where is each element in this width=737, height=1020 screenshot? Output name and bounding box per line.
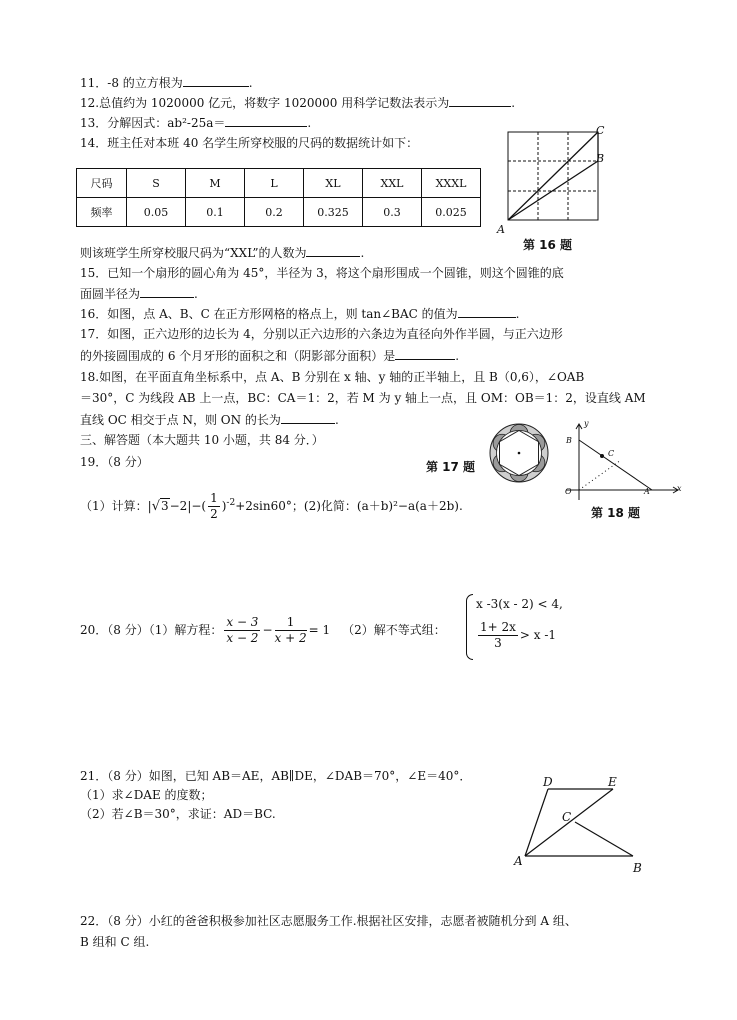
- label-c: C: [562, 810, 572, 824]
- question-21: 21．（8 分）如图，已知 AB＝AE，AB∥DE，∠DAB＝70°，∠E＝40°．: [80, 769, 472, 783]
- label-y: y: [584, 419, 589, 428]
- question-18-line2: ＝30°，C 为线段 AB 上一点，BC：CA＝1：2，若 M 为 y 轴上一点，且 OM：OB＝1：2，设直线 AM: [80, 391, 646, 405]
- table-cell: 0.05: [127, 198, 186, 227]
- table-cell: 尺码: [77, 169, 127, 198]
- answer-blank: [458, 305, 516, 318]
- figure-21-triangles: [510, 772, 650, 876]
- question-21-part2: （2）若∠B＝30°，求证：AD＝BC.: [80, 807, 276, 821]
- question-17: 17．如图，正六边形的边长为 4，分别以正六边形的六条边为直径向外作半圆，与正六边形: [80, 327, 563, 341]
- table-cell: XXL: [363, 169, 422, 198]
- section-heading: 三、解答题（本大题共 10 小题，共 84 分．）: [80, 433, 324, 447]
- table-row: [77, 198, 481, 227]
- table-header-row: [77, 169, 481, 198]
- question-21-part1: （1）求∠DAE 的度数；: [80, 788, 213, 802]
- question-15-line2: 面圆半径为 .: [80, 287, 198, 301]
- table-cell: XL: [304, 169, 363, 198]
- size-frequency-table: [76, 168, 481, 227]
- label-c: C: [608, 449, 615, 458]
- table-cell: 0.025: [422, 198, 481, 227]
- sqrt-sign: √: [151, 499, 160, 514]
- question-12: 12.总值约为 1020000 亿元，将数字 1020000 用科学记数法表示为 .: [80, 96, 516, 110]
- fraction: $\frac{1+ 2x}{3}$: [480, 620, 516, 650]
- question-22: 22．（8 分）小红的爸爸积极参加社区志愿服务工作.根据社区安排，志愿者被随机分到 A 组、: [80, 914, 577, 928]
- label-x: x: [677, 484, 682, 493]
- answer-blank: [183, 74, 249, 87]
- label-a: A: [497, 223, 505, 236]
- table-cell: 频率: [77, 198, 127, 227]
- figure-17-hexagon: [484, 420, 554, 486]
- answer-blank: [395, 347, 455, 360]
- inequality-1: x -3(x - 2) < 4,: [476, 597, 563, 611]
- label-e: E: [608, 775, 617, 789]
- question-13: 13．分解因式：ab²-25a＝ .: [80, 116, 312, 130]
- label-o: O: [565, 487, 572, 496]
- question-20: 20．（8 分）（1）解方程： $\frac{x - 3}{x - 2}$ − $\frac{1}{x + 2}$ = 1 （2）解不等式组：: [80, 615, 446, 645]
- question-22-line2: B 组和 C 组.: [80, 935, 150, 949]
- label-b: B: [633, 861, 642, 875]
- answer-blank: [449, 94, 511, 107]
- table-cell: S: [127, 169, 186, 198]
- question-18: 18.如图，在平面直角坐标系中，点 A、B 分别在 x 轴、y 轴的正半轴上，且 B（0,6），∠OAB: [80, 370, 585, 384]
- question-19-part1: （1）计算：|√3−2|−( $\frac{1}{2}$ )$^{-2}$+2sin60°；(2)化简：(a＋b)²−a(a＋2b).: [80, 491, 463, 521]
- question-14: 14．班主任对本班 40 名学生所穿校服的尺码的数据统计如下：: [80, 136, 419, 150]
- answer-blank: [140, 285, 194, 298]
- table-cell: L: [245, 169, 304, 198]
- question-14-continued: 则该班学生所穿校服尺码为“XXL”的人数为 .: [80, 246, 365, 260]
- question-15: 15．已知一个扇形的圆心角为 45°，半径为 3，将这个扇形围成一个圆锥，则这个圆锥的底: [80, 266, 564, 280]
- question-18-line3: 直线 OC 相交于点 N，则 ON 的长为 .: [80, 413, 339, 427]
- figure-16-grid: [498, 124, 618, 236]
- label-c: C: [596, 124, 605, 137]
- figure-18-caption: 第 18 题: [591, 506, 641, 520]
- answer-blank: [281, 411, 335, 424]
- label-b: B: [566, 436, 572, 445]
- question-19: 19．（8 分）: [80, 455, 149, 469]
- fraction: $\frac{1}{x + 2}$: [274, 615, 307, 645]
- table-cell: M: [186, 169, 245, 198]
- table-cell: 0.3: [363, 198, 422, 227]
- question-11: 11．-8 的立方根为 .: [80, 76, 253, 90]
- label-b: B: [596, 152, 605, 165]
- question-17-line2: 的外接圆围成的 6 个月牙形的面积之和（阴影部分面积）是 .: [80, 349, 460, 363]
- label-a: A: [514, 854, 523, 868]
- inequality-2: $\frac{1+ 2x}{3}$ > x -1: [480, 620, 557, 650]
- fraction: $\frac{1}{2}$: [210, 491, 218, 521]
- inequality-brace: [466, 594, 473, 660]
- table-cell: 0.2: [245, 198, 304, 227]
- label-a: A: [644, 487, 650, 496]
- figure-16-caption: 第 16 题: [523, 238, 573, 252]
- table-cell: 0.1: [186, 198, 245, 227]
- answer-blank: [225, 114, 307, 127]
- figure-18-coordinate-plane: [560, 418, 684, 504]
- figure-17-caption: 第 17 题: [426, 460, 476, 474]
- answer-blank: [306, 244, 360, 257]
- table-cell: 0.325: [304, 198, 363, 227]
- table-cell: XXXL: [422, 169, 481, 198]
- fraction: $\frac{x - 3}{x - 2}$: [226, 615, 259, 645]
- question-16: 16．如图，点 A、B、C 在正方形网格的格点上，则 tan∠BAC 的值为 .: [80, 307, 520, 321]
- label-d: D: [543, 775, 553, 789]
